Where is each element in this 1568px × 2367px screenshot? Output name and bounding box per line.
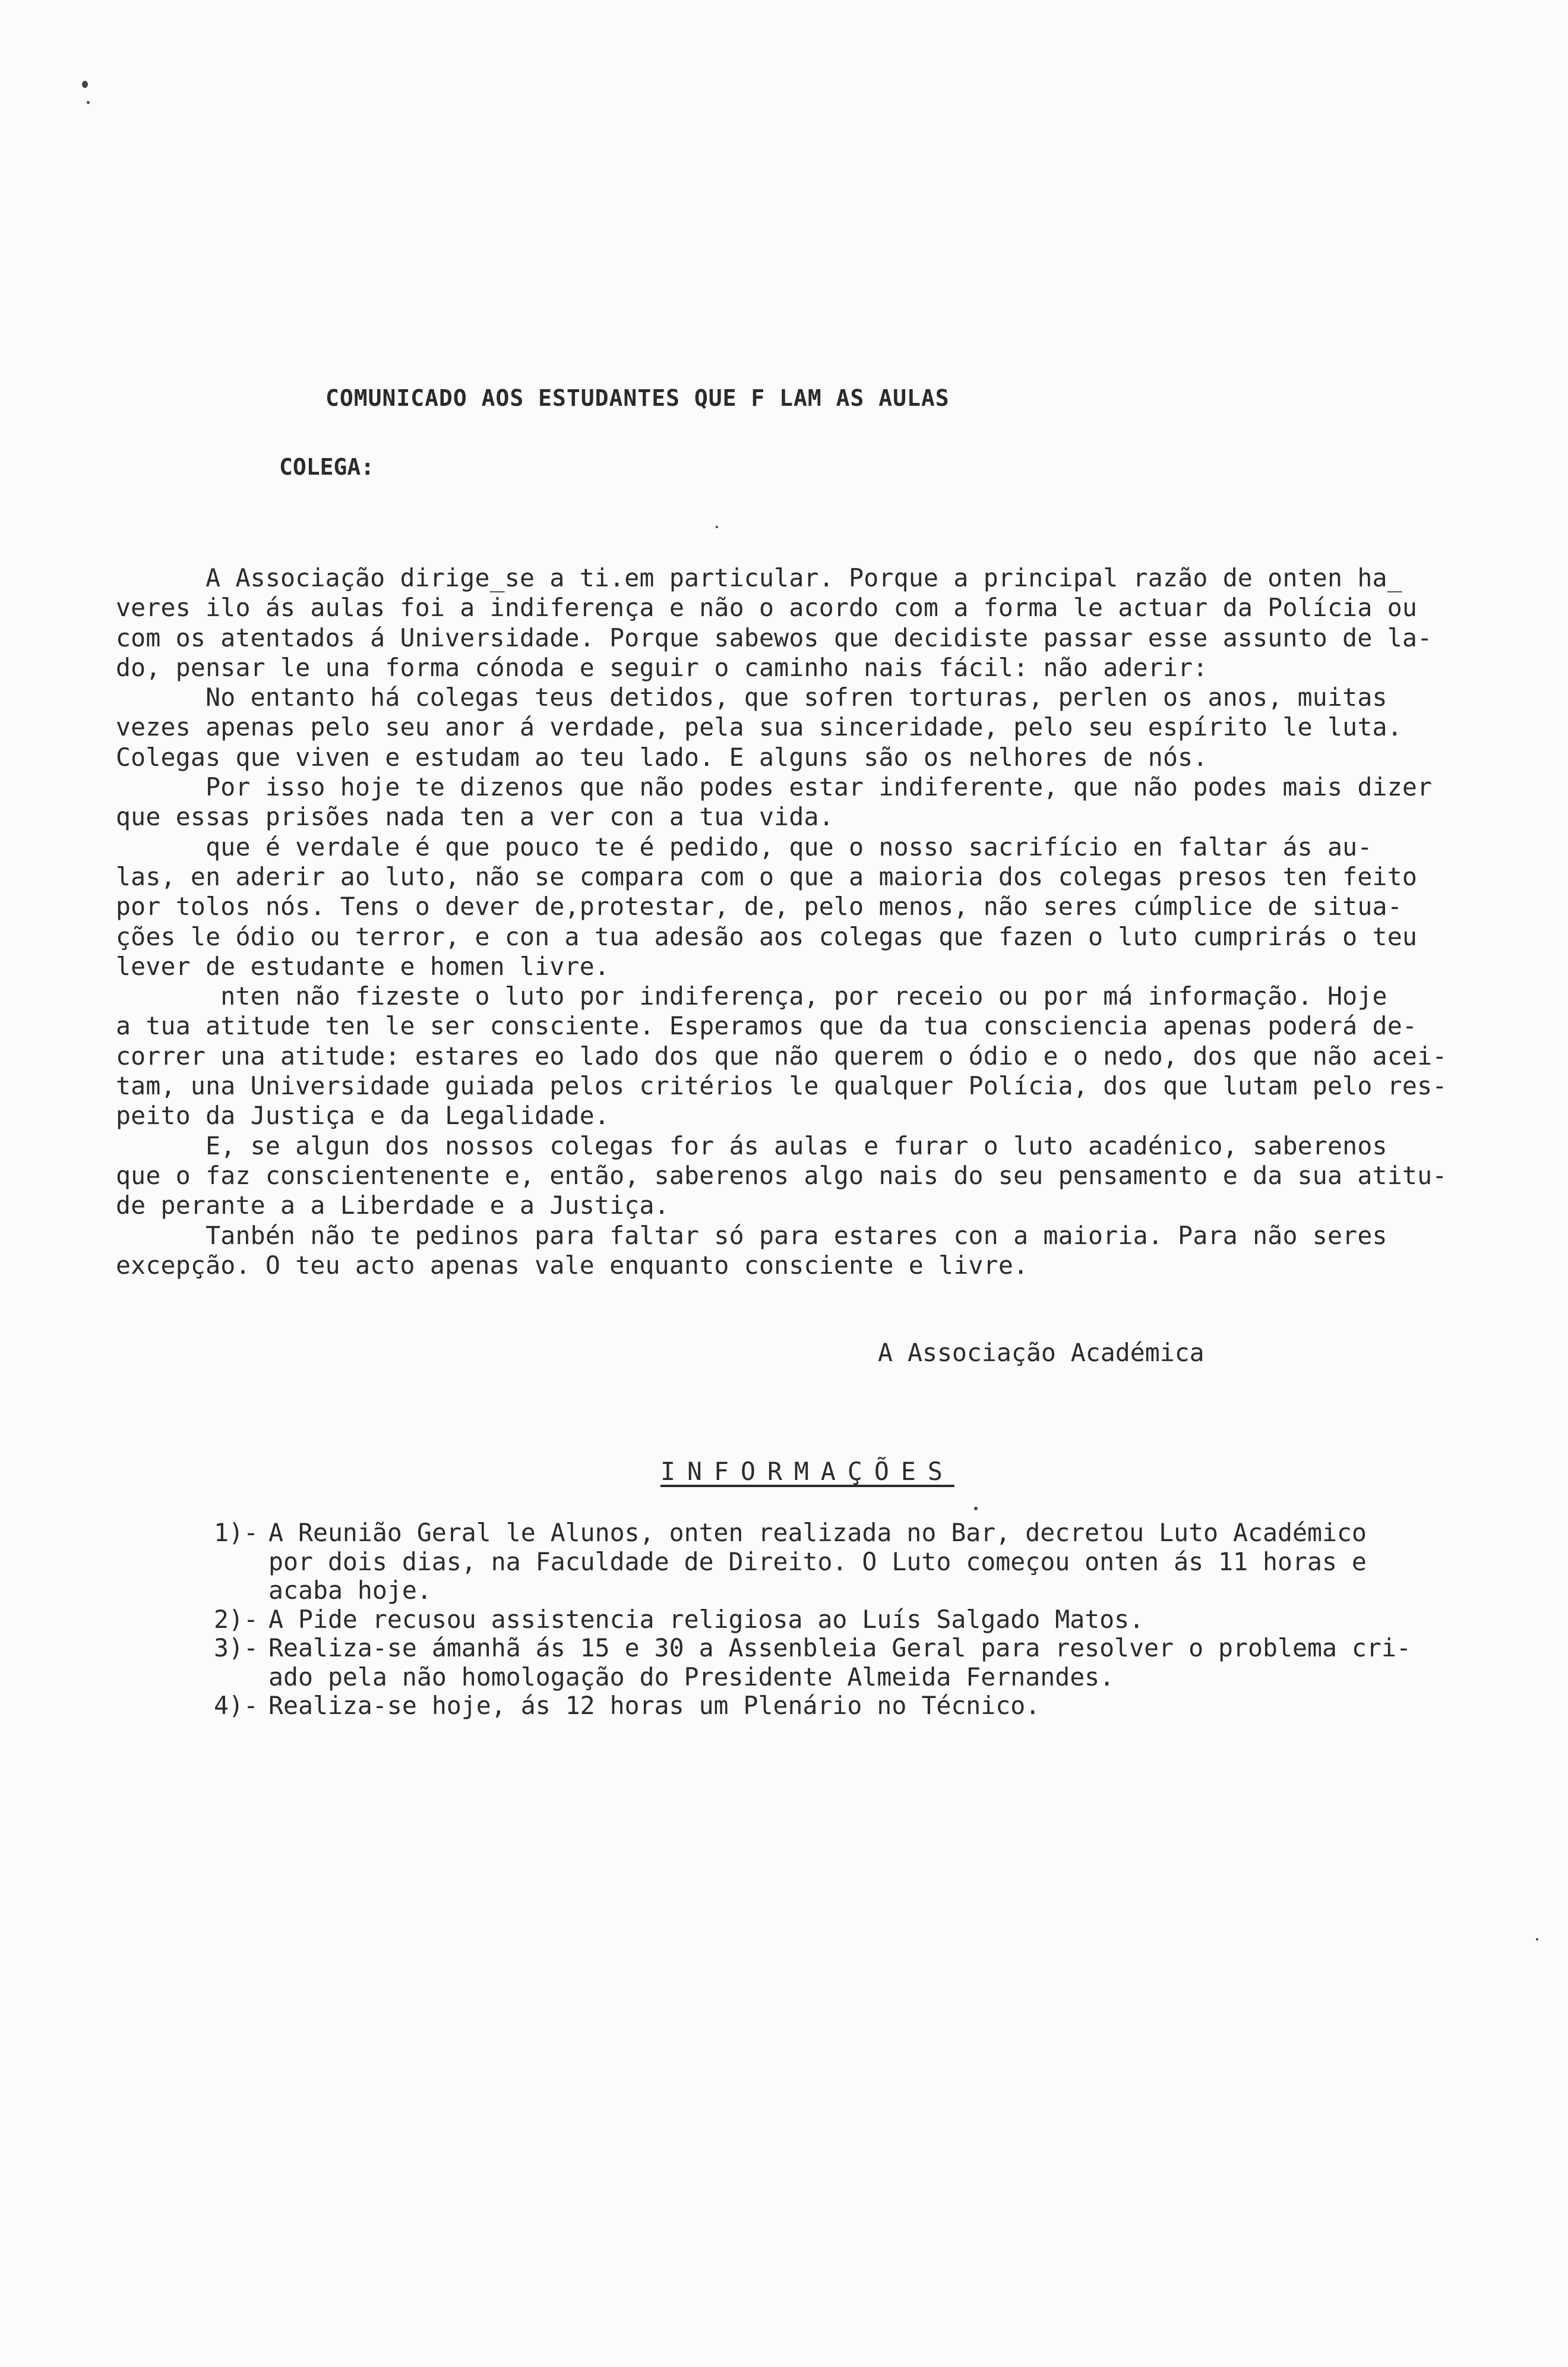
- body-line: ções le ódio ou terror, e con a tua adesão aos colegas que fazen o luto cumprirás o teu: [116, 921, 1418, 951]
- scan-speck: [87, 101, 90, 104]
- body-line: No entanto há colegas teus detidos, que sofren torturas, perlen os anos, muitas: [116, 683, 1387, 712]
- body-line: Por isso hoje te dizenos que não podes estar indiferente, que não podes mais dizer: [116, 772, 1433, 802]
- body-line: nten não fizeste o luto por indiferença, por receio ou por má informação. Hoje: [116, 981, 1387, 1011]
- list-item-line: por dois dias, na Faculdade de Direito. O Luto começou onten ás 11 horas e: [268, 1547, 1367, 1576]
- body-line: de perante a a Liberdade e a Justiça.: [116, 1191, 669, 1220]
- list-item-number: 2)-: [214, 1604, 258, 1634]
- list-item-line: acaba hoje.: [268, 1576, 432, 1605]
- scan-speck: [82, 81, 88, 88]
- body-line: lever de estudante e homen livre.: [116, 951, 610, 981]
- body-line: las, en aderir ao luto, não se compara com o que a maioria dos colegas presos ten feito: [116, 861, 1418, 891]
- list-item: [214, 1634, 1437, 1691]
- body-line: tam, una Universidade guiada pelos critérios le qualquer Polícia, dos que lutam pelo res-: [116, 1071, 1447, 1101]
- body-line: Colegas que viven e estudam ao teu lado. E alguns são os nelhores de nós.: [116, 742, 1208, 772]
- body-line: por tolos nós. Tens o dever de,protestar, de, pelo menos, não seres cúmplice de situa-: [116, 892, 1402, 921]
- list-item-line: Realiza-se hoje, ás 12 horas um Plenário no Técnico.: [268, 1691, 1041, 1720]
- body-line: A Associação dirige_se a ti.em particular. Porque a principal razão de onten ha_: [116, 563, 1402, 592]
- body-line: peito da Justiça e da Legalidade.: [116, 1101, 610, 1131]
- list-item-line: A Reunião Geral le Alunos, onten realizada no Bar, decretou Luto Académico: [268, 1518, 1367, 1547]
- body-line: veres ilo ás aulas foi a indiferença e não o acordo com a forma le actuar da Polícia ou: [116, 593, 1418, 623]
- body-line: que essas prisões nada ten a ver con a tua vida.: [116, 802, 834, 832]
- scan-speck: [1536, 1938, 1538, 1940]
- list-item-number: 1)-: [214, 1518, 258, 1547]
- body-line: vezes apenas pelo seu anor á verdade, pela sua sinceridade, pelo seu espírito le luta.: [116, 712, 1402, 742]
- list-item-text: [268, 1519, 1437, 1605]
- list-item-text: [268, 1605, 1437, 1634]
- list-item-text: [268, 1691, 1437, 1721]
- body-line: que é verdale é que pouco te é pedido, que o nosso sacrifício en faltar ás au-: [116, 832, 1373, 861]
- body-text: [116, 563, 1458, 1280]
- list-item-line: ado pela não homologação do Presidente Almeida Fernandes.: [268, 1662, 1115, 1691]
- list-item-line: A Pide recusou assistencia religiosa ao Luís Salgado Matos.: [268, 1604, 1145, 1634]
- body-line: correr una atitude: estares eo lado dos que não querem o ódio e o nedo, dos que não acei-: [116, 1041, 1447, 1071]
- body-line: que o faz conscientenente e, então, saberenos algo nais do seu pensamento e da sua atitu-: [116, 1160, 1447, 1190]
- list-item-number: 3)-: [214, 1633, 258, 1662]
- scan-speck: [974, 1507, 978, 1510]
- list-item: [214, 1519, 1437, 1605]
- signature: A Associação Académica: [878, 1338, 1205, 1367]
- informacoes-list: [214, 1519, 1437, 1721]
- body-line: excepção. O teu acto apenas vale enquanto consciente e livre.: [116, 1250, 1029, 1280]
- list-item-line: Realiza-se ámanhã ás 15 e 30 a Assenbleia Geral para resolver o problema cri-: [268, 1633, 1411, 1662]
- list-item-text: [268, 1634, 1437, 1691]
- scan-speck: [716, 526, 718, 528]
- body-line: Tanbén não te pedinos para faltar só para estares con a maioria. Para não seres: [116, 1220, 1387, 1250]
- salutation: COLEGA:: [279, 454, 375, 480]
- body-line: a tua atitude ten le ser consciente. Esperamos que da tua consciencia apenas poderá de-: [116, 1011, 1418, 1041]
- body-line: com os atentados á Universidade. Porque sabewos que decidiste passar esse assunto de la-: [116, 623, 1433, 652]
- list-item: [214, 1691, 1437, 1721]
- body-line: E, se algun dos nossos colegas for ás aulas e furar o luto acadénico, saberenos: [116, 1131, 1387, 1160]
- document-title: COMUNICADO AOS ESTUDANTES QUE F LAM AS AULAS: [325, 385, 950, 411]
- body-line: do, pensar le una forma cónoda e seguir o caminho nais fácil: não aderir:: [116, 652, 1208, 682]
- list-item: [214, 1605, 1437, 1634]
- list-item-number: 4)-: [214, 1691, 258, 1720]
- informacoes-heading: INFORMAÇÕES: [660, 1457, 954, 1486]
